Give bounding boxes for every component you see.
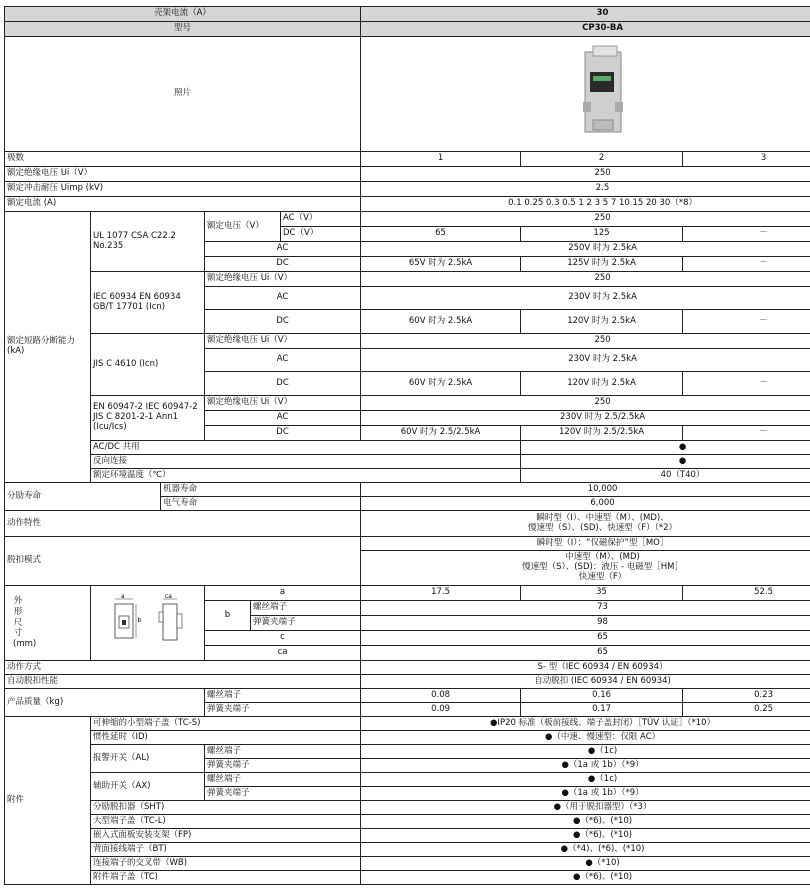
model-value: CP30-BA — [361, 22, 810, 37]
accessories-label: 附件 — [5, 717, 91, 885]
ambient-label: 额定环境温度（℃） — [91, 469, 521, 483]
trip-value-b-line-1: 中速型（M）、(MD) — [565, 552, 640, 563]
acc-wb-label: 连接端子的交叉带（WB) — [91, 857, 361, 871]
acc-al-label: 报警开关（AL) — [91, 745, 205, 773]
acc-tcs-label: 可伸缩的小型端子盖（TC-S) — [91, 717, 361, 731]
ul-dc2-value-2: 125V 时为 2.5kA — [521, 257, 683, 272]
iec-ac-label: AC — [205, 287, 361, 310]
spec-table — [4, 6, 810, 885]
ul-dc-label: DC（V） — [281, 227, 361, 242]
poles-label: 极数 — [5, 152, 361, 167]
char-value-line-2: 慢速型（S）、(SD)、快速型（F）（*2） — [528, 522, 678, 533]
ul-dc2-value-1: 65V 时为 2.5kA — [361, 257, 521, 272]
dims-label: 外形尺寸 (mm) — [13, 596, 37, 649]
model-label: 型号 — [5, 22, 361, 37]
acc-al-screw-value: ●（1c) — [361, 745, 810, 759]
jis-ui-label: 额定绝缘电压 Ui（V） — [205, 334, 361, 349]
ul-dc-value-2: 125 — [521, 227, 683, 242]
acc-tc-value: ●（*6)、(*10) — [361, 871, 810, 885]
ui-value: 250 — [361, 167, 810, 182]
en-standard: EN 60947-2 IEC 60947-2 JIS C 8201-2-1 Ann1 (Icu/Ics) — [91, 396, 205, 441]
ambient-value: 40（T40） — [521, 469, 810, 483]
dim-b-spring-value: 98 — [361, 616, 810, 631]
acc-al-spring-value: ●（1a 或 1b）（*9） — [361, 759, 810, 773]
trip-value-b-line-2: 慢速型（S）、(SD)：液压 - 电磁型［HM］ — [522, 562, 684, 573]
frame-current-label: 壳架电流（A） — [5, 7, 361, 22]
product-photo — [563, 42, 643, 142]
mass-spring-value-3: 0.25 — [683, 703, 810, 717]
dim-c-value: 65 — [361, 631, 810, 646]
poles-2: 2 — [521, 152, 683, 167]
acc-ax-screw-value: ●（1c) — [361, 773, 810, 787]
trip-label: 脱扣模式 — [5, 537, 361, 586]
dim-b-spring-label: 弹簧夹端子 — [251, 616, 361, 631]
en-ui-value: 250 — [361, 396, 810, 411]
acc-sht-label: 分励脱扣器（SHT) — [91, 801, 361, 815]
reverse-label: 反向连接 — [91, 455, 521, 469]
dim-a-value-2: 35 — [521, 586, 683, 601]
acc-bt-value: ●（*4)、(*6)、(*10) — [361, 843, 810, 857]
life-elec-value: 6,000 — [361, 497, 810, 511]
poles-1: 1 — [361, 152, 521, 167]
dim-a-label: a — [121, 593, 125, 601]
mass-spring-label: 弹簧夹端子 — [205, 703, 361, 717]
jis-ui-value: 250 — [361, 334, 810, 349]
dim-ca-value: 65 — [361, 646, 810, 661]
mass-spring-value-2: 0.17 — [521, 703, 683, 717]
current-label: 额定电流 (A) — [5, 197, 361, 212]
mass-screw-value-1: 0.08 — [361, 689, 521, 703]
ul-ac2-value: 250V 时为 2.5kA — [361, 242, 810, 257]
dim-b-row-label: b — [205, 601, 251, 631]
dim-b-screw-label: 螺丝端子 — [251, 601, 361, 616]
auto-trip-label: 自动脱扣性能 — [5, 675, 361, 689]
acdc-label: AC/DC 共用 — [91, 441, 521, 455]
breaking-label: 额定短路分断能力 (kA) — [5, 212, 91, 483]
en-ac-value: 230V 时为 2.5/2.5kA — [361, 411, 810, 426]
iec-dc-label: DC — [205, 310, 361, 334]
life-mech-label: 机器寿命 — [161, 483, 361, 497]
en-dc-value-2: 120V 时为 2.5/2.5kA — [521, 426, 683, 441]
acc-tcl-value: ●（*6)、(*10) — [361, 815, 810, 829]
en-dc-label: DC — [205, 426, 361, 441]
acc-wb-value: ●（*10) — [361, 857, 810, 871]
dim-a-value-1: 17.5 — [361, 586, 521, 601]
auto-trip-value: 自动脱扣 (IEC 60934 / EN 60934) — [361, 675, 810, 689]
uimp-value: 2.5 — [361, 182, 810, 197]
photo-label: 照片 — [5, 37, 361, 152]
iec-dc-value-3: － — [683, 310, 810, 334]
acc-tcs-value: ●IP20 标准（板前接线、端子盖封闭）［TÜV 认证］（*10） — [361, 717, 810, 731]
iec-ui-label: 额定绝缘电压 Ui（V） — [205, 272, 361, 287]
operation-value: S- 型（IEC 60934 / EN 60934） — [361, 661, 810, 675]
iec-ui-value: 250 — [361, 272, 810, 287]
dim-a-value-3: 52.5 — [683, 586, 810, 601]
reverse-value: ● — [521, 455, 810, 469]
acdc-value: ● — [521, 441, 810, 455]
jis-dc-value-1: 60V 时为 2.5kA — [361, 372, 521, 396]
jis-dc-value-2: 120V 时为 2.5kA — [521, 372, 683, 396]
dim-c-row-label: c — [205, 631, 361, 646]
current-value: 0.1 0.25 0.3 0.5 1 2 3 5 7 10 15 20 30（*8） — [361, 197, 810, 212]
iec-ac-value: 230V 时为 2.5kA — [361, 287, 810, 310]
acc-tcl-label: 大型端子盖（TC-L) — [91, 815, 361, 829]
dim-ca-row-label: ca — [205, 646, 361, 661]
ul-ac-value: 250 — [361, 212, 810, 227]
acc-al-spring-label: 弹簧夹端子 — [205, 759, 361, 773]
ul-rated-voltage: 额定电压（V） — [205, 212, 281, 242]
dim-b-screw-value: 73 — [361, 601, 810, 616]
dims-diagram-cell — [91, 586, 205, 661]
jis-ac-label: AC — [205, 349, 361, 372]
acc-tc-label: 附件端子盖（TC) — [91, 871, 361, 885]
acc-id-value: ●（中速、慢速型：仅限 AC） — [361, 731, 810, 745]
trip-value-b — [361, 551, 810, 586]
mass-screw-label: 螺丝端子 — [205, 689, 361, 703]
uimp-label: 额定冲击耐压 Uimp (kV) — [5, 182, 361, 197]
life-elec-label: 电气寿命 — [161, 497, 361, 511]
dimension-diagram — [95, 592, 200, 650]
life-mech-value: 10,000 — [361, 483, 810, 497]
product-photo-cell — [361, 37, 810, 152]
ul-ac2-label: AC — [205, 242, 361, 257]
iec-dc-value-1: 60V 时为 2.5kA — [361, 310, 521, 334]
frame-current-value: 30 — [361, 7, 810, 22]
char-value-line-1: 瞬时型（I）、中速型（M）、(MD)、 — [536, 512, 669, 523]
ul-dc-value-1: 65 — [361, 227, 521, 242]
mass-label: 产品质量（kg) — [5, 689, 205, 717]
en-dc-value-3: － — [683, 426, 810, 441]
en-ui-label: 额定绝缘电压 Ui（V） — [205, 396, 361, 411]
mass-screw-value-3: 0.23 — [683, 689, 810, 703]
life-label: 分励寿命 — [5, 483, 161, 511]
jis-dc-label: DC — [205, 372, 361, 396]
acc-ax-spring-value: ●（1a 或 1b）（*9） — [361, 787, 810, 801]
en-dc-value-1: 60V 时为 2.5/2.5kA — [361, 426, 521, 441]
acc-al-screw-label: 螺丝端子 — [205, 745, 361, 759]
ul-dc-value-3: － — [683, 227, 810, 242]
dims-label-cell — [5, 586, 91, 661]
trip-value-a: 瞬时型（I）：“仅磁保护”型［MO］ — [361, 537, 810, 551]
acc-fp-label: 嵌入式面板安装支架（FP) — [91, 829, 361, 843]
mass-spring-value-1: 0.09 — [361, 703, 521, 717]
ui-label: 额定绝缘电压 Ui（V） — [5, 167, 361, 182]
en-ac-label: AC — [205, 411, 361, 426]
jis-ac-value: 230V 时为 2.5kA — [361, 349, 810, 372]
acc-id-label: 惯性延时（ID) — [91, 731, 361, 745]
acc-bt-label: 背面接线端子（BT) — [91, 843, 361, 857]
trip-value-b-line-3: 快速型（F） — [578, 571, 627, 582]
dim-ca-label: ca — [165, 593, 172, 601]
ul-ac-label: AC（V） — [281, 212, 361, 227]
mass-screw-value-2: 0.16 — [521, 689, 683, 703]
char-label: 动作特性 — [5, 511, 361, 537]
acc-fp-value: ●（*6)、(*10) — [361, 829, 810, 843]
operation-label: 动作方式 — [5, 661, 361, 675]
ul-standard: UL 1077 CSA C22.2 No.235 — [91, 212, 205, 272]
ul-dc2-label: DC — [205, 257, 361, 272]
dim-b-label: b — [137, 617, 142, 625]
jis-dc-value-3: － — [683, 372, 810, 396]
ul-dc2-value-3: － — [683, 257, 810, 272]
iec-standard: IEC 60934 EN 60934 GB/T 17701 (Icn) — [91, 272, 205, 334]
char-value — [361, 511, 810, 537]
acc-ax-label: 辅助开关（AX) — [91, 773, 205, 801]
poles-3: 3 — [683, 152, 810, 167]
acc-ax-screw-label: 螺丝端子 — [205, 773, 361, 787]
acc-ax-spring-label: 弹簧夹端子 — [205, 787, 361, 801]
dim-a-row-label: a — [205, 586, 361, 601]
jis-standard: JIS C 4610 (Icn) — [91, 334, 205, 396]
acc-sht-value: ●（用于脱扣器型）（*3） — [361, 801, 810, 815]
iec-dc-value-2: 120V 时为 2.5kA — [521, 310, 683, 334]
